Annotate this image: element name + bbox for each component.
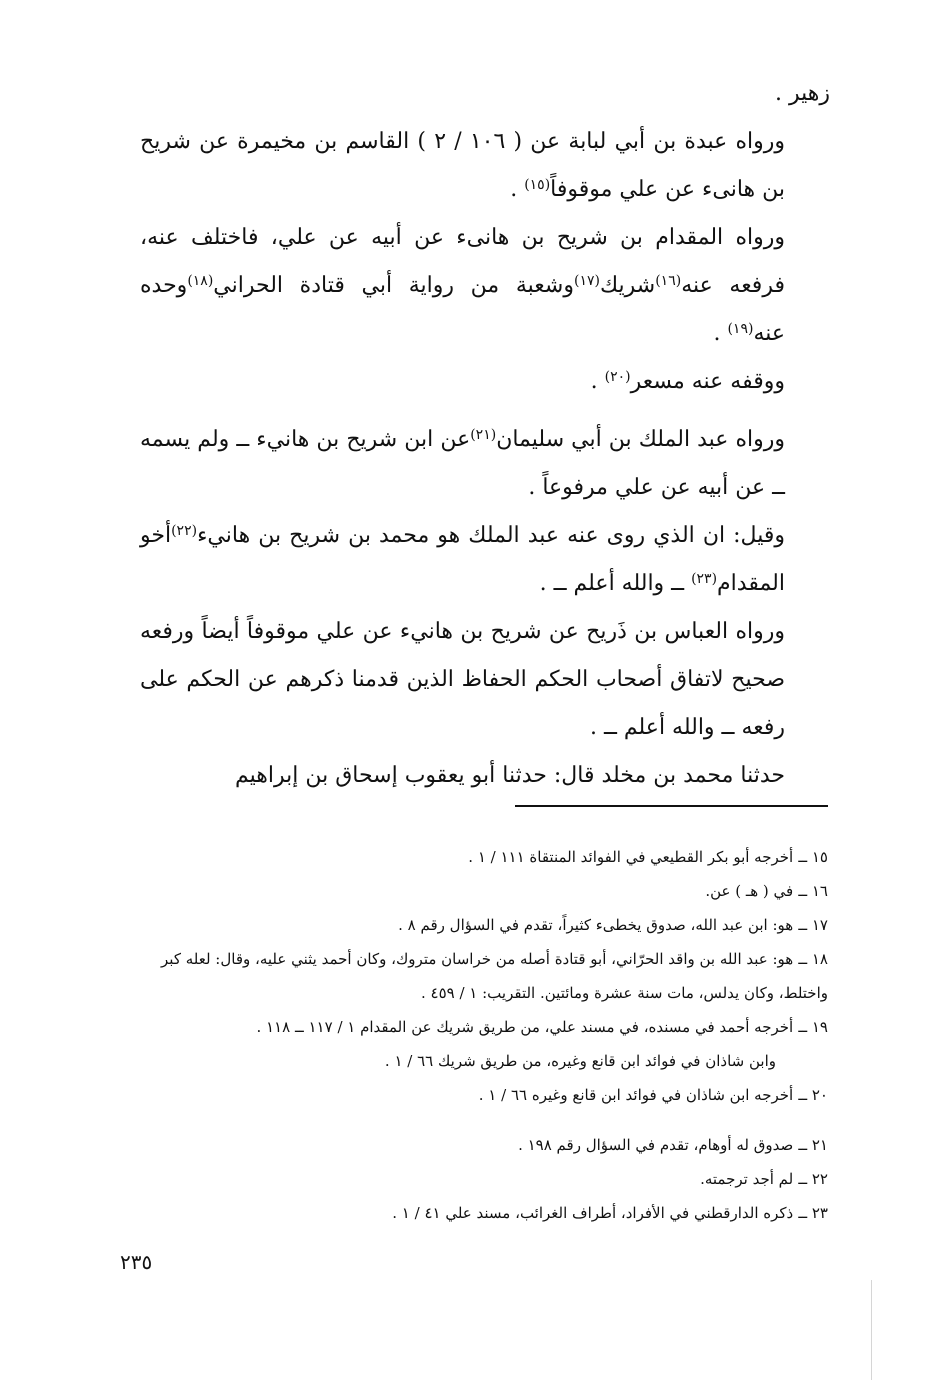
footnote-ref-16: (١٦) [655, 273, 682, 289]
footnote-ref-23: (٢٣) [691, 571, 718, 587]
continuation-word: زهير . [775, 81, 830, 106]
footnote-ref-19: (١٩) [727, 321, 754, 337]
footnote-ref-22: (٢٢) [171, 523, 198, 539]
footnote-20: ٢٠ ــ أخرجه ابن شاذان في فوائد ابن قانع وغيره ٦٦ / ١ . [478, 1086, 828, 1104]
footnote-separator [515, 805, 828, 807]
footnote-21: ٢١ ــ صدوق له أوهام، تقدم في السؤال رقم ١٩٨ . [518, 1136, 828, 1154]
footnote-17: ١٧ ــ هو: ابن عبد الله، صدوق يخطىء كثيراً، تقدم في السؤال رقم ٨ . [398, 916, 828, 934]
paragraph-7: حدثنا محمد بن مخلد قال: حدثنا أبو يعقوب إسحاق بن إبراهيم [234, 763, 785, 788]
footnote-23: ٢٣ ــ ذكره الدارقطني في الأفراد، أطراف الغرائب، مسند علي ٤١ / ١ . [392, 1204, 828, 1222]
paragraph-2: ورواه المقدام بن شريح بن هانىء عن أبيه عن علي، فاختلف عنه، فرفعه عنه$^{(١٦)}$شريك$^{(١٧)}$وشعبة من رواية أبي قتادة الحراني$^{(١٨)}$وحده عنه$^{(١٩)}$ . [140, 225, 785, 346]
paragraph-5: وقيل: ان الذي روى عنه عبد الملك هو محمد بن شريح بن هانيء$^{(٢٢)}$أخو المقدام$^{(٢٣)}$ ــ والله أعلم ــ . [140, 523, 785, 596]
footnote-22: ٢٢ ــ لم أجد ترجمته. [700, 1170, 828, 1188]
scan-artifact-line [871, 1280, 872, 1380]
footnote-18: ١٨ ــ هو: عبد الله بن واقد الحرّاني، أبو قتادة أصله من خراسان متروك، وكان أحمد يثني عليه، وقال: لعله كبر واختلط، وكان يدلس، مات سنة عشرة ومائتين. التقريب: ١ / ٤٥٩ . [161, 950, 828, 1002]
footnote-16: ١٦ ــ في ( هـ ) عن. [705, 882, 828, 900]
footnote-19: ١٩ ــ أخرجه أحمد في مسنده، في مسند علي، من طريق شريك عن المقدام ١ / ١١٧ ــ ١١٨ . [256, 1018, 828, 1036]
paragraph-4: ورواه عبد الملك بن أبي سليمان$^{(٢١)}$عن ابن شريح بن هانيء ــ ولم يسمه ــ عن أبيه عن علي مرفوعاً . [140, 427, 785, 500]
footnote-ref-15: (١٥) [524, 177, 551, 193]
footnote-ref-17: (١٧) [573, 273, 600, 289]
paragraph-3: ووقفه عنه مسعر$^{(٢٠)}$ . [590, 369, 785, 394]
main-text [140, 70, 830, 800]
footnote-19-continued: وابن شاذان في فوائد ابن قانع وغيره، من طريق شريك ٦٦ / ١ . [384, 1052, 776, 1070]
footnote-ref-21: (٢١) [470, 427, 497, 443]
footnotes [138, 840, 828, 1230]
page-number: ٢٣٥ [120, 1250, 153, 1274]
footnote-ref-18: (١٨) [187, 273, 214, 289]
footnote-ref-20: (٢٠) [604, 369, 631, 385]
paragraph-6: ورواه العباس بن ذَريح عن شريح بن هانيء عن علي موقوفاً أيضاً ورفعه صحيح لاتفاق أصحاب الحكم الحفاظ الذين قدمنا ذكرهم عن الحكم على رفعه ــ والله أعلم ــ . [140, 619, 785, 740]
footnote-gap [138, 1112, 828, 1128]
footnote-15: ١٥ ــ أخرجه أبو بكر القطيعي في الفوائد المنتقاة ١١١ / ١ . [468, 848, 828, 866]
paragraph-1: ورواه عبدة بن أبي لبابة عن ( ١٠٦ / ٢ ) القاسم بن مخيمرة عن شريح بن هانىء عن علي موقوفاً$^{(١٥)}$ . [140, 129, 785, 202]
